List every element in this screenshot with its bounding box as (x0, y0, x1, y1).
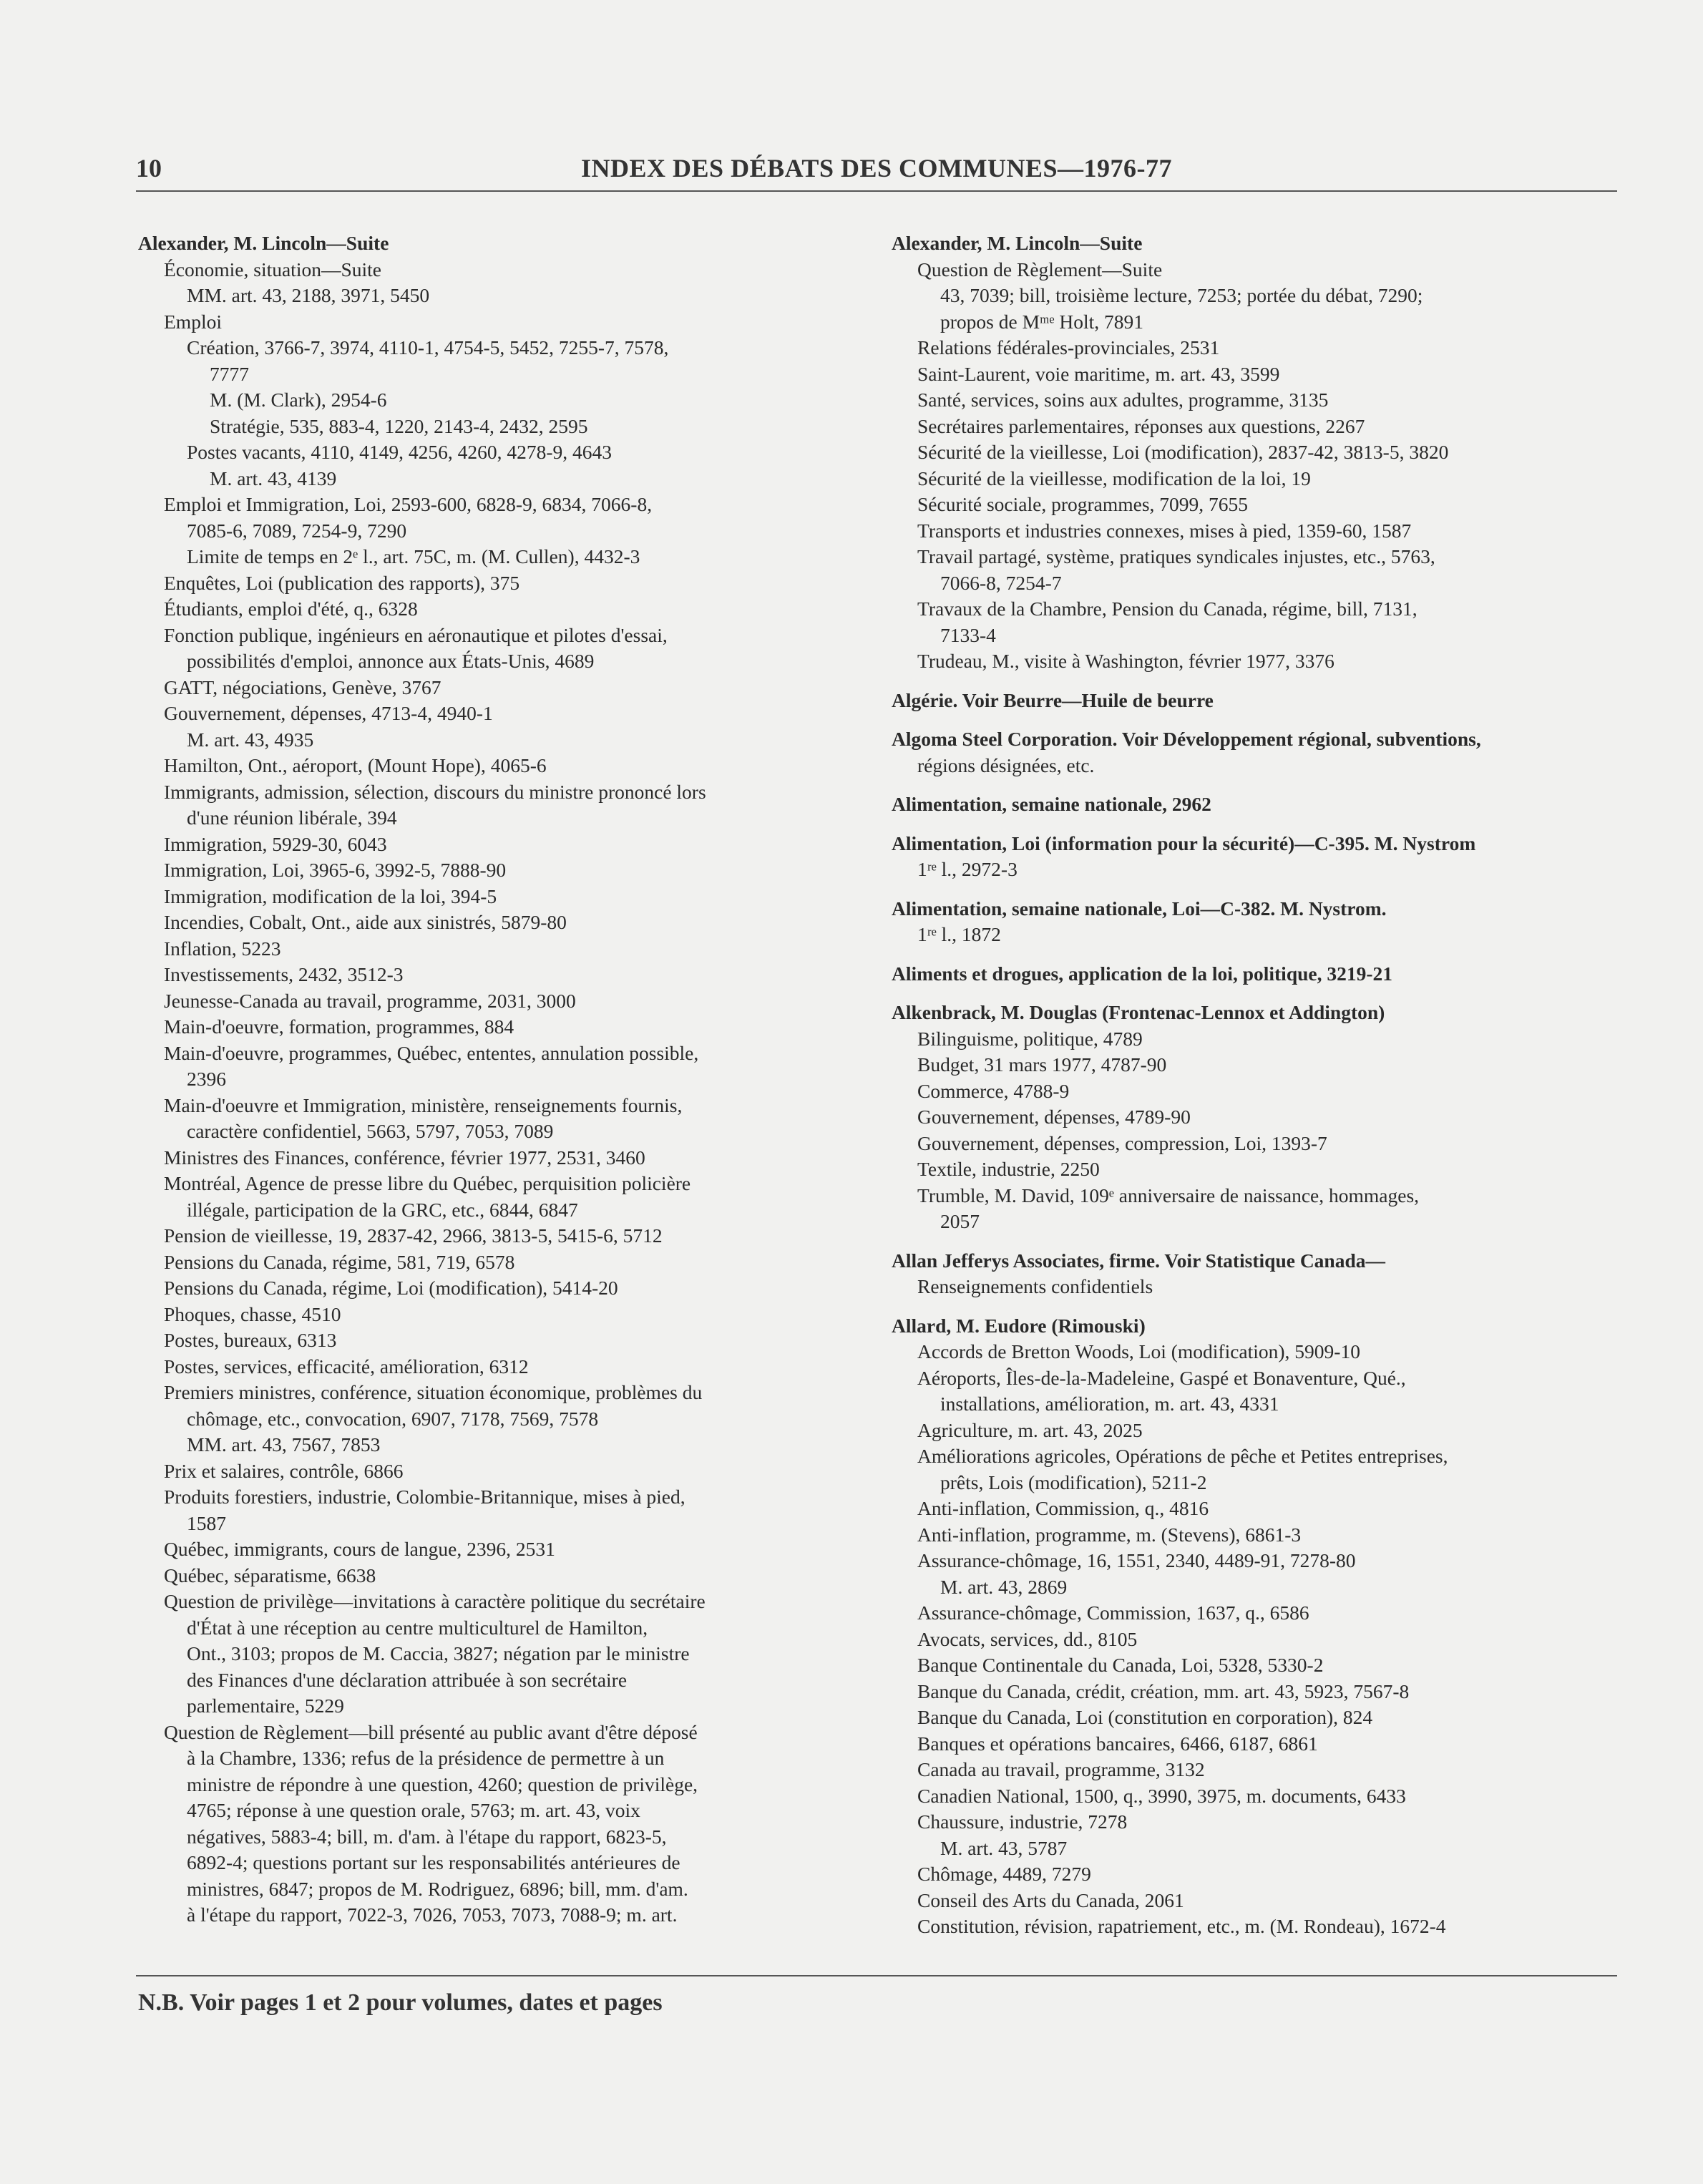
index-entry: Limite de temps en 2ᵉ l., art. 75C, m. (M. Cullen), 4432-3 (187, 545, 640, 567)
index-entry: Création, 3766-7, 3974, 4110-1, 4754-5, 5452, 7255-7, 7578, (187, 336, 669, 359)
index-entry: Pension de vieillesse, 19, 2837-42, 2966, 3813-5, 5415-6, 5712 (164, 1224, 663, 1247)
index-entry: Aéroports, Îles-de-la-Madeleine, Gaspé et Bonaventure, Qué., (917, 1366, 1406, 1389)
index-entry: 1587 (187, 1511, 226, 1534)
index-entry: Main-d'oeuvre, programmes, Québec, ententes, annulation possible, (164, 1041, 699, 1064)
index-entry: GATT, négociations, Genève, 3767 (164, 676, 441, 698)
index-entry: Sécurité de la vieillesse, Loi (modification), 2837-42, 3813-5, 3820 (917, 441, 1449, 463)
index-entry: Conseil des Arts du Canada, 2061 (917, 1888, 1184, 1911)
index-entry: M. art. 43, 5787 (940, 1836, 1068, 1859)
index-entry: Commerce, 4788-9 (917, 1079, 1070, 1102)
index-entry: d'État à une réception au centre multiculturel de Hamilton, (187, 1616, 648, 1639)
index-entry: Banques et opérations bancaires, 6466, 6187, 6861 (917, 1732, 1318, 1755)
index-entry: Chômage, 4489, 7279 (917, 1863, 1091, 1885)
index-entry: Emploi et Immigration, Loi, 2593-600, 6828-9, 6834, 7066-8, (164, 493, 653, 515)
index-entry: Jeunesse-Canada au travail, programme, 2031, 3000 (164, 989, 576, 1012)
index-entry: Question de Règlement—Suite (917, 258, 1163, 281)
index-entry: Secrétaires parlementaires, réponses aux questions, 2267 (917, 414, 1365, 437)
index-entry: parlementaire, 5229 (187, 1695, 344, 1717)
index-entry: Anti-inflation, programme, m. (Stevens), 6861-3 (917, 1523, 1302, 1546)
index-entry: Pensions du Canada, régime, 581, 719, 6578 (164, 1250, 515, 1273)
index-entry: Étudiants, emploi d'été, q., 6328 (164, 598, 418, 620)
index-heading: Aliments et drogues, application de la loi, politique, 3219-21 (892, 962, 1393, 985)
index-entry: Main-d'oeuvre et Immigration, ministère, renseignements fournis, (164, 1093, 683, 1116)
index-entry: Textile, industrie, 2250 (917, 1158, 1100, 1180)
index-entry: Sécurité sociale, programmes, 7099, 7655 (917, 493, 1249, 515)
index-entry: Trumble, M. David, 109ᵉ anniversaire de naissance, hommages, (917, 1184, 1420, 1206)
index-entry: Relations fédérales-provinciales, 2531 (917, 336, 1220, 359)
index-entry: Phoques, chasse, 4510 (164, 1302, 341, 1325)
index-heading: Algérie. Voir Beurre—Huile de beurre (892, 688, 1214, 711)
index-entry: prêts, Lois (modification), 5211-2 (940, 1471, 1207, 1493)
index-heading: Alexander, M. Lincoln—Suite (138, 232, 389, 254)
index-entry: Canadien National, 1500, q., 3990, 3975, m. documents, 6433 (917, 1784, 1406, 1807)
index-entry: Immigration, modification de la loi, 394-5 (164, 884, 497, 907)
index-entry: Assurance-chômage, 16, 1551, 2340, 4489-91, 7278-80 (917, 1549, 1356, 1571)
page-header (136, 153, 1617, 192)
index-entry: Santé, services, soins aux adultes, programme, 3135 (917, 389, 1329, 411)
index-entry: Budget, 31 mars 1977, 4787-90 (917, 1053, 1167, 1076)
index-entry: Travail partagé, système, pratiques syndicales injustes, etc., 5763, (917, 545, 1435, 567)
index-entry: 43, 7039; bill, troisième lecture, 7253; portée du débat, 7290; (940, 284, 1423, 306)
index-entry: Ont., 3103; propos de M. Caccia, 3827; négation par le ministre (187, 1642, 690, 1664)
index-entry: Banque du Canada, crédit, création, mm. art. 43, 5923, 7567-8 (917, 1680, 1410, 1702)
index-entry: Ministres des Finances, conférence, février 1977, 2531, 3460 (164, 1146, 645, 1169)
index-entry: 4765; réponse à une question orale, 5763; m. art. 43, voix (187, 1799, 640, 1821)
index-entry: Produits forestiers, industrie, Colombie-Britannique, mises à pied, (164, 1486, 685, 1508)
index-entry: Anti-inflation, Commission, q., 4816 (917, 1497, 1209, 1519)
index-entry: Travaux de la Chambre, Pension du Canada, régime, bill, 7131, (917, 598, 1417, 620)
index-entry: Question de Règlement—bill présenté au public avant d'être déposé (164, 1720, 698, 1743)
index-entry: ministre de répondre à une question, 4260; question de privilège, (187, 1773, 698, 1795)
index-entry: Saint-Laurent, voie maritime, m. art. 43, 3599 (917, 362, 1280, 385)
index-heading: Alimentation, Loi (information pour la sécurité)—C-395. M. Nystrom (892, 832, 1476, 854)
index-entry: Québec, séparatisme, 6638 (164, 1564, 376, 1586)
index-entry: Accords de Bretton Woods, Loi (modification), 5909-10 (917, 1340, 1360, 1362)
index-entry: Stratégie, 535, 883-4, 1220, 2143-4, 2432, 2595 (210, 414, 588, 437)
index-entry: Assurance-chômage, Commission, 1637, q., 6586 (917, 1602, 1309, 1624)
index-heading: Allard, M. Eudore (Rimouski) (892, 1314, 1146, 1337)
index-entry: Incendies, Cobalt, Ont., aide aux sinistrés, 5879-80 (164, 911, 567, 933)
index-heading: Alexander, M. Lincoln—Suite (892, 232, 1143, 254)
index-entry: 1ʳᵉ l., 2972-3 (917, 858, 1018, 880)
index-entry: Canada au travail, programme, 3132 (917, 1758, 1205, 1780)
index-entry: 7085-6, 7089, 7254-9, 7290 (187, 519, 407, 542)
index-column-left (138, 230, 861, 1929)
index-entry: Améliorations agricoles, Opérations de pêche et Petites entreprises, (917, 1445, 1448, 1467)
index-entry: Agriculture, m. art. 43, 2025 (917, 1418, 1143, 1441)
index-entry: Banque Continentale du Canada, Loi, 5328, 5330-2 (917, 1654, 1324, 1676)
index-entry: illégale, participation de la GRC, etc., 6844, 6847 (187, 1198, 578, 1221)
index-entry: 1ʳᵉ l., 1872 (917, 923, 1001, 945)
index-entry: caractère confidentiel, 5663, 5797, 7053, 7089 (187, 1120, 554, 1142)
index-entry: Postes vacants, 4110, 4149, 4256, 4260, 4278-9, 4643 (187, 441, 613, 463)
index-heading: Alkenbrack, M. Douglas (Frontenac-Lennox et Addington) (892, 1001, 1385, 1023)
index-entry: Gouvernement, dépenses, 4789-90 (917, 1106, 1191, 1128)
index-entry: des Finances d'une déclaration attribuée à son secrétaire (187, 1668, 628, 1691)
index-entry: Montréal, Agence de presse libre du Québec, perquisition policière (164, 1172, 691, 1194)
index-entry: Québec, immigrants, cours de langue, 2396, 2531 (164, 1538, 555, 1560)
index-entry: Bilinguisme, politique, 4789 (917, 1027, 1143, 1050)
index-entry: négatives, 5883-4; bill, m. d'am. à l'étape du rapport, 6823-5, (187, 1825, 667, 1848)
index-entry: Constitution, révision, rapatriement, etc., m. (M. Rondeau), 1672-4 (917, 1915, 1446, 1937)
index-entry: 7777 (210, 362, 249, 385)
index-entry: Question de privilège—invitations à caractère politique du secrétaire (164, 1590, 706, 1612)
index-entry: M. (M. Clark), 2954-6 (210, 389, 387, 411)
index-entry: Immigrants, admission, sélection, discours du ministre prononcé lors (164, 780, 706, 803)
index-entry: M. art. 43, 4139 (210, 467, 337, 489)
footer-note: N.B. Voir pages 1 et 2 pour volumes, dates et pages (138, 1989, 663, 2016)
index-entry: Renseignements confidentiels (917, 1275, 1153, 1297)
index-entry: 6892-4; questions portant sur les responsabilités antérieures de (187, 1851, 680, 1873)
index-entry: régions désignées, etc. (917, 754, 1095, 776)
index-column-right (892, 230, 1617, 1940)
index-entry: M. art. 43, 4935 (187, 728, 314, 751)
running-head: INDEX DES DÉBATS DES COMMUNES—1976-77 (581, 154, 1172, 182)
index-entry: Immigration, Loi, 3965-6, 3992-5, 7888-90 (164, 859, 507, 881)
index-entry: Fonction publique, ingénieurs en aéronautique et pilotes d'essai, (164, 623, 668, 646)
index-entry: d'une réunion libérale, 394 (187, 806, 397, 829)
index-entry: M. art. 43, 2869 (940, 1575, 1068, 1598)
index-entry: Trudeau, M., visite à Washington, février 1977, 3376 (917, 650, 1334, 672)
index-entry: à la Chambre, 1336; refus de la présidence de permettre à un (187, 1747, 665, 1769)
index-entry: Postes, bureaux, 6313 (164, 1329, 337, 1351)
index-entry: 7066-8, 7254-7 (940, 571, 1062, 594)
footer-divider (136, 1975, 1617, 1976)
page-number: 10 (136, 154, 162, 182)
index-entry: MM. art. 43, 7567, 7853 (187, 1433, 381, 1456)
index-entry: Avocats, services, dd., 8105 (917, 1627, 1138, 1650)
index-entry: Gouvernement, dépenses, compression, Loi, 1393-7 (917, 1131, 1327, 1154)
index-entry: possibilités d'emploi, annonce aux États-Unis, 4689 (187, 650, 595, 672)
index-entry: Postes, services, efficacité, amélioration, 6312 (164, 1355, 529, 1378)
index-entry: Enquêtes, Loi (publication des rapports), 375 (164, 571, 520, 594)
index-entry: Main-d'oeuvre, formation, programmes, 884 (164, 1015, 514, 1038)
index-entry: 2396 (187, 1068, 226, 1090)
index-entry: Immigration, 5929-30, 6043 (164, 832, 387, 855)
index-entry: ministres, 6847; propos de M. Rodriguez, 6896; bill, mm. d'am. (187, 1877, 688, 1900)
index-entry: 2057 (940, 1210, 980, 1232)
index-entry: 7133-4 (940, 623, 996, 646)
index-entry: Chaussure, industrie, 7278 (917, 1810, 1128, 1833)
index-entry: Premiers ministres, conférence, situation économique, problèmes du (164, 1381, 703, 1403)
index-entry: installations, amélioration, m. art. 43, 4331 (940, 1393, 1279, 1415)
index-entry: Transports et industries connexes, mises à pied, 1359-60, 1587 (917, 519, 1412, 542)
index-entry: Emploi (164, 310, 222, 333)
index-entry: Gouvernement, dépenses, 4713-4, 4940-1 (164, 702, 493, 724)
index-heading: Allan Jefferys Associates, firme. Voir Statistique Canada— (892, 1249, 1386, 1272)
index-entry: Investissements, 2432, 3512-3 (164, 963, 404, 985)
index-entry: Prix et salaires, contrôle, 6866 (164, 1459, 404, 1482)
index-entry: Hamilton, Ont., aéroport, (Mount Hope), 4065-6 (164, 754, 547, 776)
index-entry: chômage, etc., convocation, 6907, 7178, 7569, 7578 (187, 1407, 599, 1430)
index-entry: Pensions du Canada, régime, Loi (modification), 5414-20 (164, 1277, 618, 1299)
index-entry: propos de Mᵐᵉ Holt, 7891 (940, 310, 1144, 333)
index-entry: à l'étape du rapport, 7022-3, 7026, 7053, 7073, 7088-9; m. art. (187, 1903, 678, 1926)
index-heading: Alimentation, semaine nationale, Loi—C-382. M. Nystrom. (892, 897, 1387, 920)
index-heading: Alimentation, semaine nationale, 2962 (892, 793, 1211, 815)
index-entry: Inflation, 5223 (164, 937, 281, 960)
index-heading: Algoma Steel Corporation. Voir Développement régional, subventions, (892, 728, 1481, 750)
index-entry: Banque du Canada, Loi (constitution en corporation), 824 (917, 1706, 1373, 1728)
index-entry: Sécurité de la vieillesse, modification de la loi, 19 (917, 467, 1311, 489)
index-entry: Économie, situation—Suite (164, 258, 381, 281)
index-entry: MM. art. 43, 2188, 3971, 5450 (187, 284, 430, 306)
